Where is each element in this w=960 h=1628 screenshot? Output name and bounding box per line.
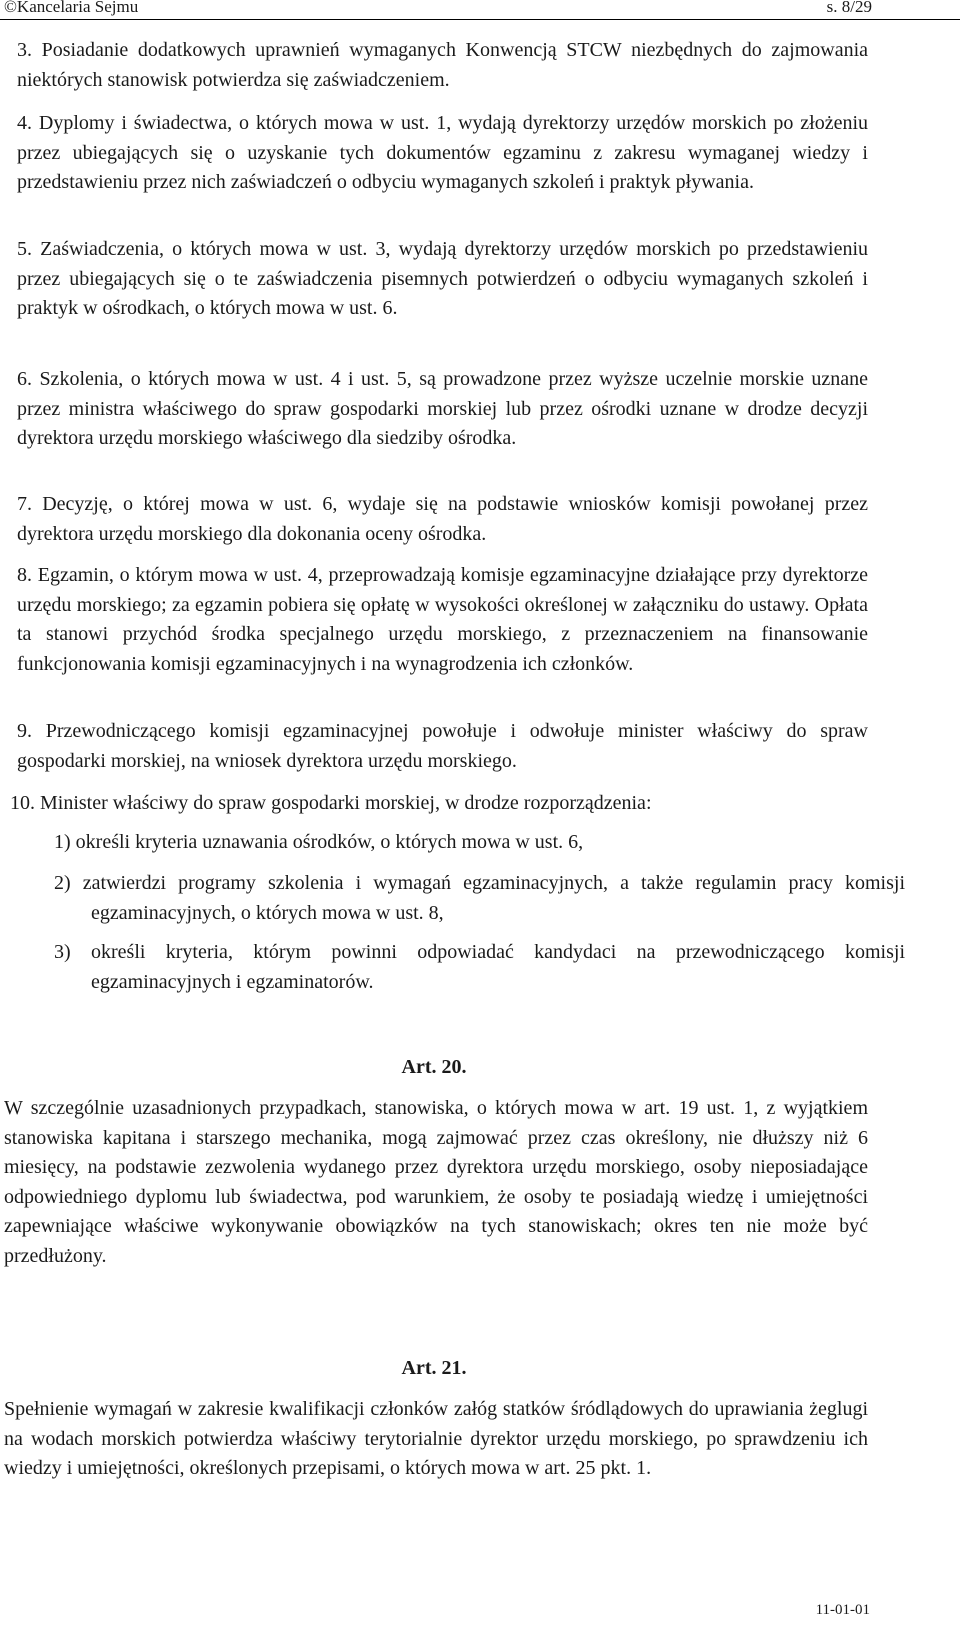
paragraph-number: 6. <box>17 368 32 390</box>
header-divider <box>0 19 960 20</box>
paragraph-text: Przewodniczącego komisji egzaminacyjnej powołuje i odwołuje minister właściwy do spraw gospodarki morskiej, na wniosek dyrektora urzędu morskiego. <box>17 720 868 772</box>
article-21-title: Art. 21. <box>401 1357 467 1379</box>
item-number: 1) <box>54 831 71 853</box>
paragraph-4 <box>17 109 868 198</box>
item-number: 3) <box>54 941 71 963</box>
item-text: zatwierdzi programy szkolenia i wymagań egzaminacyjnych, a także regulamin pracy komisji egzaminacyjnych, o których mowa w ust. 8, <box>82 872 905 924</box>
paragraph-text: Szkolenia, o których mowa w ust. 4 i ust. 5, są prowadzone przez wyższe uczelnie morskie uznane przez ministra właściwego do spraw gospodarki morskiej lub przez ośrodki uznane w drodze decyzji dyrektora urzędu morskiego właściwego dla siedziby ośrodka. <box>17 368 869 449</box>
list-item-1 <box>54 828 905 858</box>
paragraph-number: 3. <box>17 39 32 61</box>
paragraph-3 <box>17 36 868 95</box>
list-item-2 <box>54 869 905 928</box>
item-number: 2) <box>54 872 71 894</box>
paragraph-number: 7. <box>17 493 32 515</box>
paragraph-number: 5. <box>17 238 32 260</box>
article-20-text: W szczególnie uzasadnionych przypadkach, stanowiska, o których mowa w art. 19 ust. 1, z wyjątkiem stanowiska kapitana i starszego mechanika, mogą zajmować przez czas określony, nie dłuższy niż 6 miesięcy, na podstawie zezwolenia wydanego przez dyrektora urzędu morskiego, osoby nieposiadające odpowiedniego dyplomu lub świadectwa, pod warunkiem, że osoby te posiadają wiedzę i umiejętności zapewniające właściwe wykonywanie obowiązków na tych stanowiskach; okres ten nie może być przedłużony. <box>4 1097 868 1267</box>
paragraph-number: 4. <box>17 112 32 134</box>
paragraph-9 <box>17 717 868 776</box>
paragraph-6 <box>17 365 868 454</box>
paragraph-number: 10. <box>10 792 35 814</box>
copyright-label: ©Kancelaria Sejmu <box>4 0 139 16</box>
article-20-title: Art. 20. <box>401 1056 467 1078</box>
footer-date-code: 11-01-01 <box>815 1602 870 1618</box>
paragraph-text: Posiadanie dodatkowych uprawnień wymaganych Konwencją STCW niezbędnych do zajmowania niektórych stanowisk potwierdza się zaświadczeniem. <box>17 39 869 91</box>
list-item-3 <box>54 938 905 997</box>
paragraph-5 <box>17 235 868 324</box>
paragraph-text: Dyplomy i świadectwa, o których mowa w ust. 1, wydają dyrektorzy urzędów morskich po złożeniu przez ubiegających się o uzyskanie tych dokumentów egzaminu z zakresu wymaganej wiedzy i przedstawieniu przez nich zaświadczeń o odbyciu wymaganych szkoleń i praktyk pływania. <box>17 112 869 193</box>
item-text: określi kryteria uznawania ośrodków, o których mowa w ust. 6, <box>75 831 584 853</box>
paragraph-text: Decyzję, o której mowa w ust. 6, wydaje się na podstawie wniosków komisji powołanej przez dyrektora urzędu morskiego dla dokonania oceny ośrodka. <box>17 493 868 545</box>
page-number: s. 8/29 <box>826 0 872 16</box>
paragraph-number: 9. <box>17 720 32 742</box>
paragraph-text: Egzamin, o którym mowa w ust. 4, przeprowadzają komisje egzaminacyjne działające przy dyrektorze urzędu morskiego; za egzamin pobiera się opłatę w wysokości określonej w załączniku do ustawy. Opłata ta stanowi przychód środka specjalnego urzędu morskiego, z przeznaczeniem na finansowanie funkcjonowania komisji egzaminacyjnych i na wynagrodzenia ich członków. <box>17 564 869 675</box>
paragraph-text: Zaświadczenia, o których mowa w ust. 3, wydają dyrektorzy urzędów morskich po przedstawieniu przez ubiegających się o te zaświadczenia pisemnych potwierdzeń o odbyciu wymaganych szkoleń i praktyk w ośrodkach, o których mowa w ust. 6. <box>17 238 869 319</box>
paragraph-7 <box>17 490 868 549</box>
page-header <box>0 0 960 22</box>
paragraph-10 <box>10 789 861 819</box>
paragraph-number: 8. <box>17 564 32 586</box>
paragraph-8 <box>17 561 868 679</box>
article-21-text: Spełnienie wymagań w zakresie kwalifikacji członków załóg statków śródlądowych do uprawiania żeglugi na wodach morskich potwierdza właściwy terytorialnie dyrektor urzędu morskiego, po sprawdzeniu ich wiedzy i umiejętności, określonych przepisami, o których mowa w art. 25 pkt. 1. <box>4 1398 868 1479</box>
item-text: określi kryteria, którym powinni odpowiadać kandydaci na przewodniczącego komisji egzaminacyjnych i egzaminatorów. <box>91 941 905 993</box>
paragraph-text: Minister właściwy do spraw gospodarki morskiej, w drodze rozporządzenia: <box>40 792 652 814</box>
